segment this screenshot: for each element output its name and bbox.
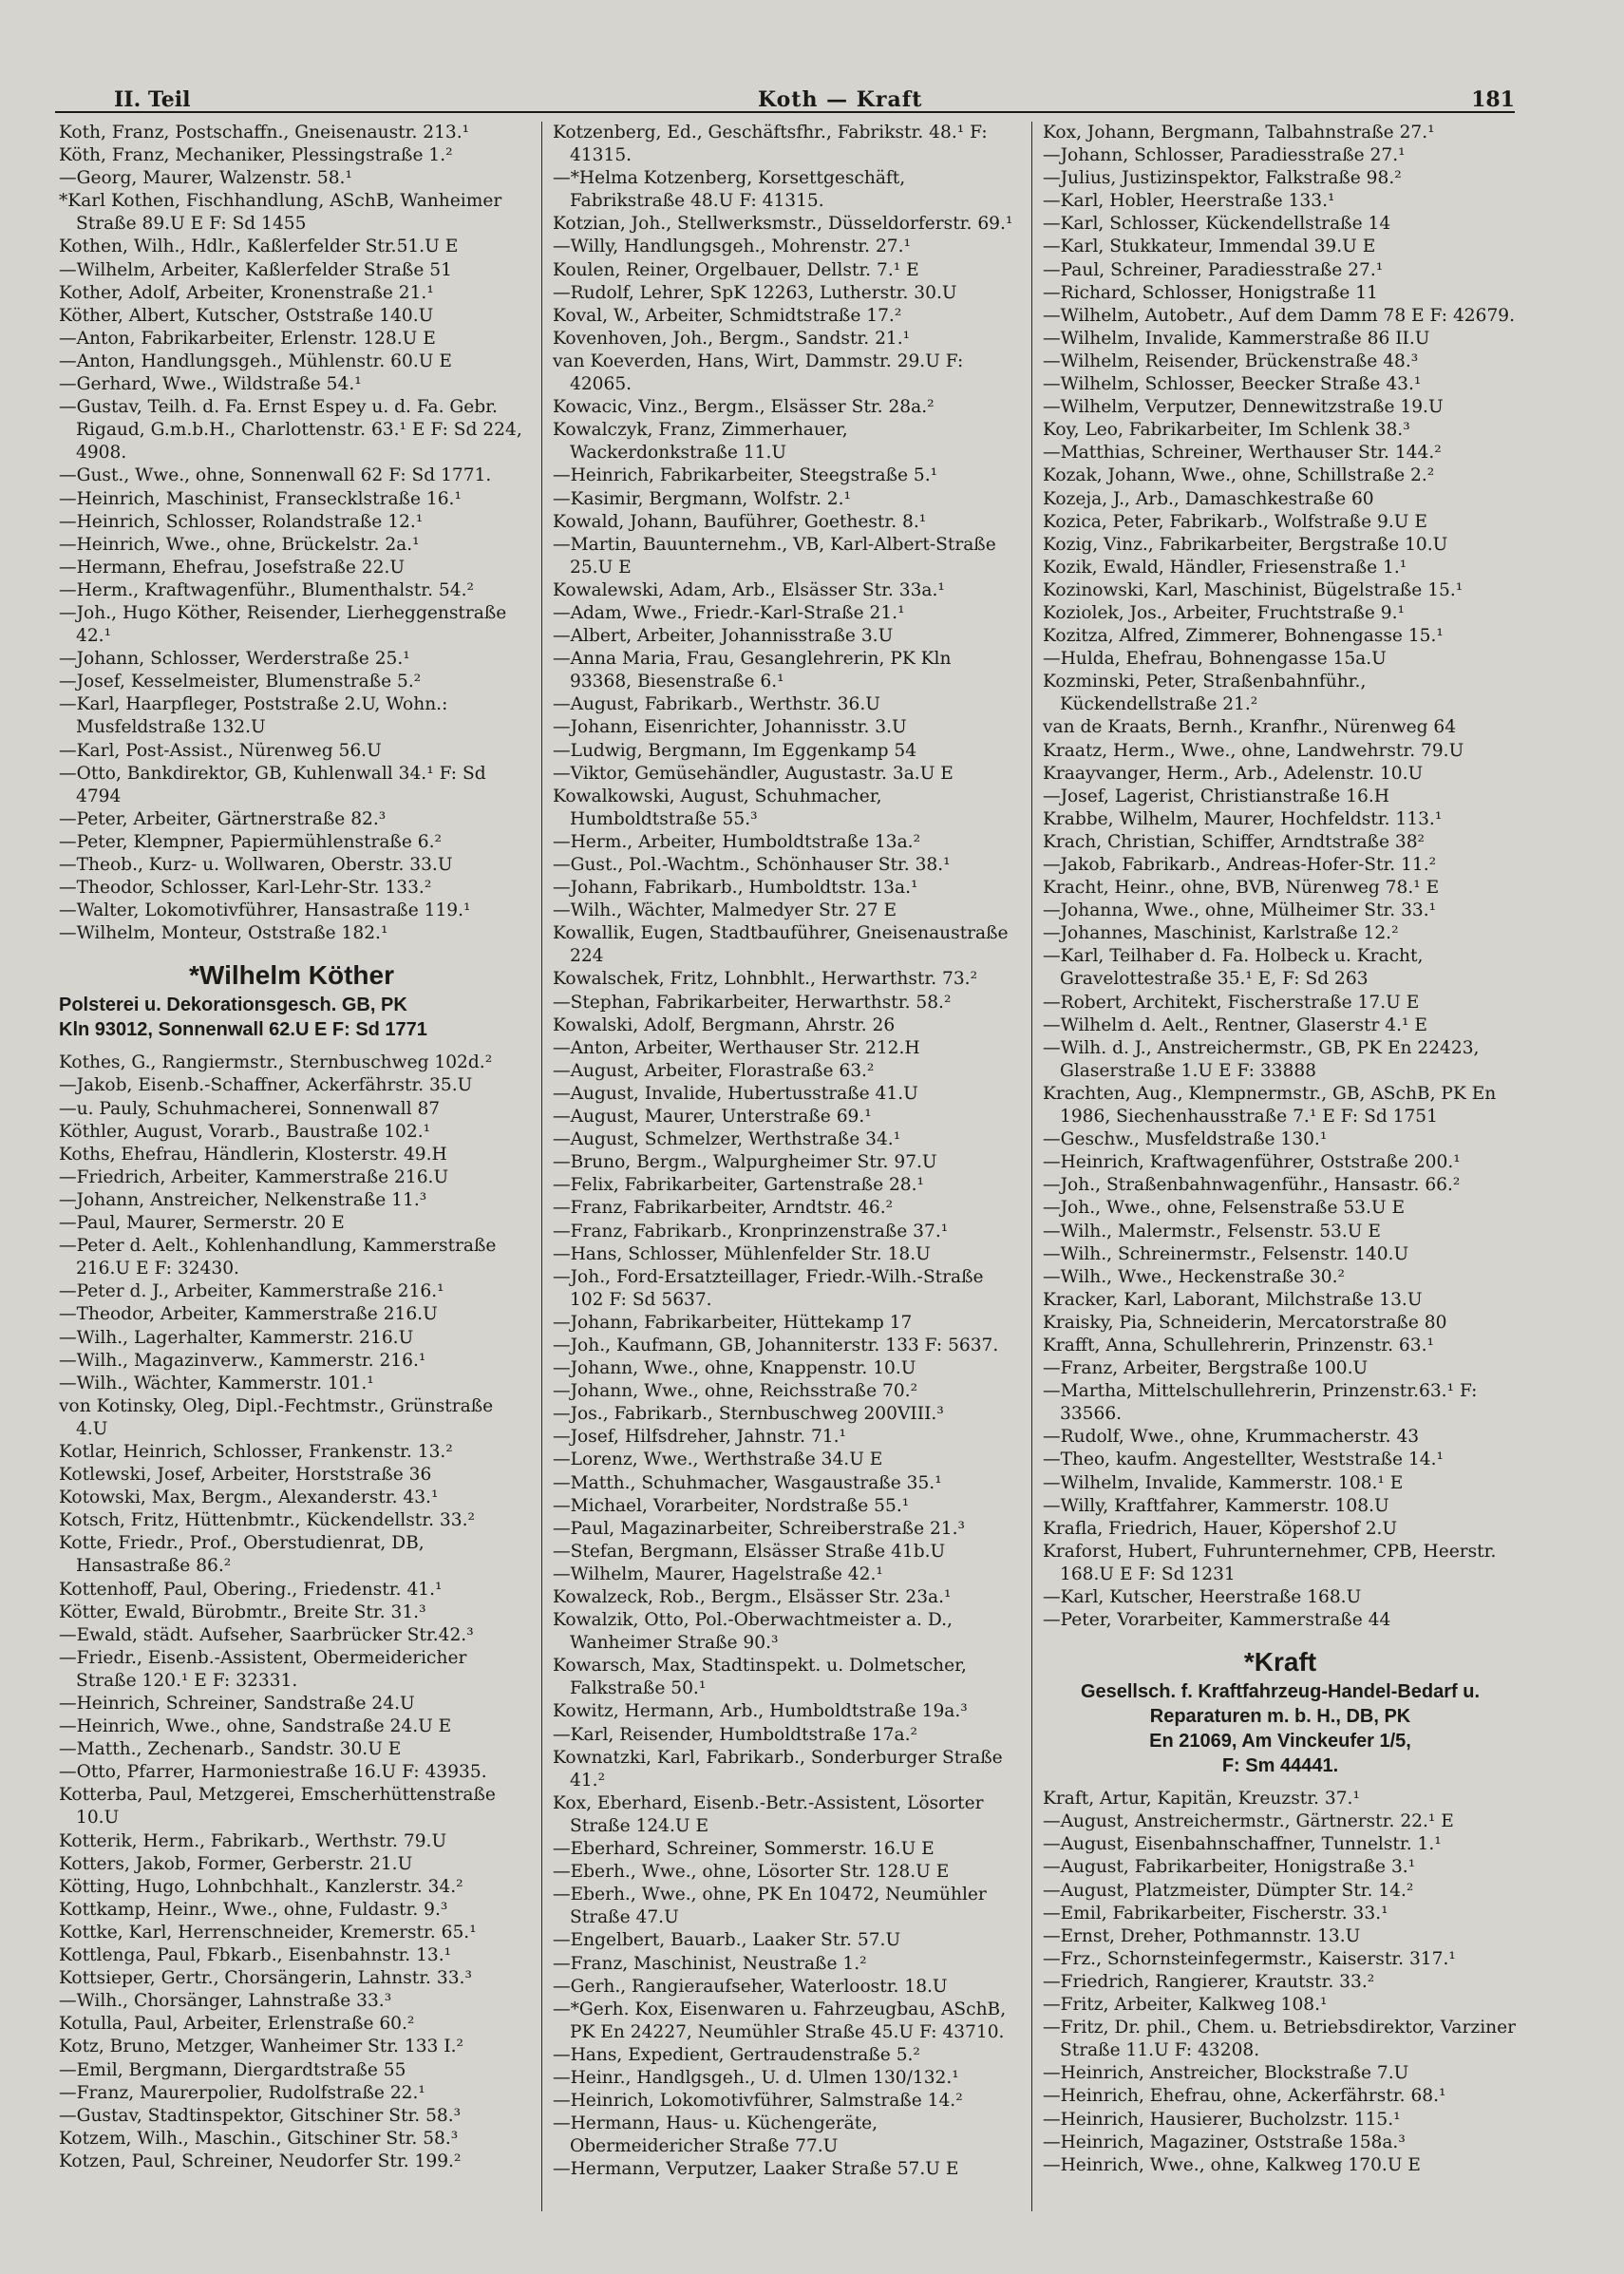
directory-entry: —Lorenz, Wwe., Werthstraße 34.U E: [553, 1450, 883, 1470]
directory-entry: —Wilh., Magazinverw., Kammerstr. 216.¹: [59, 1350, 426, 1371]
directory-entry: —Anna Maria, Frau, Gesanglehrerin, PK Kln 93368, Biesenstraße 6.¹: [553, 649, 952, 692]
directory-entry: Kraayvanger, Herm., Arb., Adelenstr. 10.U: [1043, 763, 1424, 784]
directory-entry: —Kasimir, Bergmann, Wolfstr. 2.¹: [553, 488, 851, 509]
directory-entry: Kracker, Karl, Laborant, Milchstraße 13.U: [1043, 1289, 1423, 1310]
directory-entry: —Richard, Schlosser, Honigstraße 11: [1043, 282, 1378, 303]
directory-entry: —Wilh., Lagerhalter, Kammerstr. 216.U: [59, 1327, 414, 1348]
directory-entry: —Rudolf, Lehrer, SpK 12263, Lutherstr. 30.U: [553, 282, 957, 303]
header-rule: [55, 111, 1515, 113]
ad-line: En 21069, Am Vinckeufer 1/5,: [1149, 1731, 1411, 1753]
directory-entry: —Wilh., Schreinermstr., Felsenstr. 140.U: [1043, 1243, 1409, 1264]
directory-entry: —Martin, Bauunternehm., VB, Karl-Albert-Straße 25.U E: [553, 534, 996, 578]
directory-entry: —u. Pauly, Schuhmacherei, Sonnenwall 87: [59, 1098, 441, 1119]
directory-entry: —Geschw., Musfeldstraße 130.¹: [1043, 1129, 1328, 1150]
directory-entry: Köthler, August, Vorarb., Baustraße 102.¹: [59, 1121, 431, 1142]
directory-entry: Koy, Leo, Fabrikarbeiter, Im Schlenk 38.³: [1043, 420, 1410, 441]
directory-entry: Kowalschek, Fritz, Lohnbhlt., Herwarthstr. 73.²: [553, 969, 978, 990]
directory-entry: —Frz., Schornsteinfegermstr., Kaiserstr. 317.¹: [1043, 1948, 1456, 1969]
directory-entry: —Heinrich, Ehefrau, ohne, Ackerfährstr. 68.¹: [1043, 2086, 1446, 2107]
directory-entry: —Wilhelm, Verputzer, Dennewitzstraße 19.U: [1043, 397, 1444, 418]
directory-entry: —Heinrich, Schreiner, Sandstraße 24.U: [59, 1694, 415, 1714]
directory-entry: Kowarsch, Max, Stadtinspekt. u. Dolmetscher, Falkstraße 50.¹: [553, 1656, 967, 1699]
column-2: [553, 122, 1018, 2181]
directory-entry: —August, Anstreichermstr., Gärtnerstr. 22.¹ E: [1043, 1811, 1454, 1832]
directory-entry: Kozinowski, Karl, Maschinist, Bügelstraße 15.¹: [1043, 579, 1463, 600]
directory-entry: Kotte, Friedr., Prof., Oberstudienrat, DB, Hansastraße 86.²: [59, 1533, 425, 1577]
directory-entry: —Karl, Teilhaber d. Fa. Holbeck u. Kracht, Gravelottestraße 35.¹ E, F: Sd 263: [1043, 946, 1424, 990]
directory-entry: —Franz, Maschinist, Neustraße 1.²: [553, 1953, 867, 1974]
directory-entry: —Wilhelm, Autobetr., Auf dem Damm 78 E F: 42679.: [1043, 305, 1516, 326]
directory-entry: Kotzen, Paul, Schreiner, Neudorfer Str. 199.²: [59, 2151, 462, 2171]
directory-entry: —Herm., Kraftwagenführ., Blumenthalstr. 54.²: [59, 579, 474, 600]
directory-entry: —Felix, Fabrikarbeiter, Gartenstraße 28.¹: [553, 1175, 925, 1196]
directory-entry: Kraatz, Herm., Wwe., ohne, Landwehrstr. 79.U: [1043, 740, 1464, 761]
directory-entry: —August, Fabrikarb., Werthstr. 36.U: [553, 694, 880, 715]
directory-entry: —Heinrich, Maschinist, Fransecklstraße 16.¹: [59, 488, 462, 509]
ad-line: Kln 93012, Sonnenwall 62.U E F: Sd 1771: [59, 1019, 427, 1041]
directory-entry: Krachten, Aug., Klempnermstr., GB, ASchB, PK En 1986, Siechenhausstraße 7.¹ E F: Sd 1751: [1043, 1083, 1497, 1128]
directory-entry: Kothes, G., Rangiermstr., Sternbuschweg 102d.²: [59, 1052, 493, 1073]
directory-entry: —Hans, Expedient, Gertraudenstraße 5.²: [553, 2044, 920, 2065]
directory-entry: —Otto, Pfarrer, Harmoniestraße 16.U F: 43935.: [59, 1762, 487, 1783]
directory-entry: —Ewald, städt. Aufseher, Saarbrücker Str.42.³: [59, 1624, 474, 1645]
directory-entry: Kraisky, Pia, Schneiderin, Mercatorstraße 80: [1043, 1312, 1447, 1333]
directory-entry: —Friedrich, Rangierer, Krautstr. 33.²: [1043, 1971, 1375, 1992]
directory-entry: —Eberhard, Schreiner, Sommerstr. 16.U E: [553, 1839, 935, 1860]
directory-entry: Kottke, Karl, Herrenschneider, Kremerstr. 65.¹: [59, 1922, 477, 1942]
directory-entry: —Fritz, Dr. phil., Chem. u. Betriebsdirektor, Varziner Straße 11.U F: 43208.: [1043, 2018, 1517, 2061]
directory-entry: —Eberh., Wwe., ohne, PK En 10472, Neumühler Straße 47.U: [553, 1885, 987, 1928]
directory-entry: —Joh., Hugo Köther, Reisender, Lierheggenstraße 42.¹: [59, 602, 507, 647]
directory-entry: —Heinr., Handlgsgeh., U. d. Ulmen 130/132.¹: [553, 2067, 959, 2088]
directory-entry: —August, Fabrikarbeiter, Honigstraße 3.¹: [1043, 1857, 1416, 1878]
directory-entry: —Jakob, Fabrikarb., Andreas-Hofer-Str. 11.²: [1043, 855, 1437, 875]
directory-entry: Kotzem, Wilh., Maschin., Gitschiner Str. 58.³: [59, 2128, 459, 2149]
directory-entry: —Karl, Post-Assist., Nürenweg 56.U: [59, 740, 382, 761]
directory-entry: Kowacic, Vinz., Bergm., Elsässer Str. 28a.²: [553, 397, 935, 418]
entry-list: [1043, 1788, 1518, 2177]
directory-entry: —Wilhelm, Reisender, Brückenstraße 48.³: [1043, 351, 1419, 371]
directory-entry: —Gerh., Rangieraufseher, Waterloostr. 18.U: [553, 1976, 948, 1997]
directory-entry: —Walter, Lokomotivführer, Hansastraße 119.¹: [59, 900, 471, 921]
directory-entry: —Gust., Pol.-Wachtm., Schönhauser Str. 38.¹: [553, 855, 951, 875]
directory-entry: —Heinrich, Lokomotivführer, Salmstraße 14.²: [553, 2091, 963, 2112]
directory-entry: —Gustav, Teilh. d. Fa. Ernst Espey u. d. Fa. Gebr. Rigaud, G.m.b.H., Charlottenstr. 63.¹ E F: Sd 224, 4908.: [59, 397, 522, 464]
directory-entry: Kother, Adolf, Arbeiter, Kronenstraße 21.¹: [59, 282, 434, 303]
directory-entry: Kotlar, Heinrich, Schlosser, Frankenstr. 13.²: [59, 1441, 453, 1462]
directory-entry: Kowalzik, Otto, Pol.-Oberwachtmeister a. D., Wanheimer Straße 90.³: [553, 1610, 953, 1654]
directory-entry: —Hans, Schlosser, Mühlenfelder Str. 18.U: [553, 1243, 931, 1264]
directory-entry: —Wilhelm, Schlosser, Beecker Straße 43.¹: [1043, 374, 1422, 395]
directory-entry: Kozik, Ewald, Händler, Friesenstraße 1.¹: [1043, 557, 1407, 578]
directory-entry: Kovenhoven, Joh., Bergm., Sandstr. 21.¹: [553, 328, 911, 349]
directory-entry: Kötter, Ewald, Bürobmtr., Breite Str. 31.³: [59, 1601, 426, 1622]
directory-entry: Koulen, Reiner, Orgelbauer, Dellstr. 7.¹ E: [553, 259, 919, 280]
directory-entry: —Adam, Wwe., Friedr.-Karl-Straße 21.¹: [553, 602, 905, 623]
directory-entry: —Theo, kaufm. Angestellter, Weststraße 14.¹: [1043, 1450, 1444, 1470]
directory-entry: —Johann, Fabrikarbeiter, Hüttekamp 17: [553, 1312, 913, 1333]
directory-entry: —Franz, Fabrikarb., Kronprinzenstraße 37.¹: [553, 1221, 949, 1241]
directory-entry: —Johann, Wwe., ohne, Reichsstraße 70.²: [553, 1381, 918, 1402]
directory-entry: Koths, Ehefrau, Händlerin, Klosterstr. 49.H: [59, 1144, 447, 1165]
directory-entry: —August, Eisenbahnschaffner, Tunnelstr. 1.¹: [1043, 1834, 1442, 1855]
directory-entry: —Emil, Fabrikarbeiter, Fischerstr. 33.¹: [1043, 1903, 1388, 1923]
directory-entry: Kowalski, Adolf, Bergmann, Ahrstr. 26: [553, 1014, 896, 1035]
directory-entry: Kottkamp, Heinr., Wwe., ohne, Fuldastr. 9.³: [59, 1899, 448, 1920]
directory-entry: —Martha, Mittelschullehrerin, Prinzenstr.63.¹ F: 33566.: [1043, 1381, 1478, 1425]
directory-entry: Kotulla, Paul, Arbeiter, Erlenstraße 60.²: [59, 2014, 415, 2035]
directory-entry: —Viktor, Gemüsehändler, Augustastr. 3a.U E: [553, 763, 954, 784]
directory-entry: —Anton, Handlungsgeh., Mühlenstr. 60.U E: [59, 351, 452, 371]
directory-entry: —Stephan, Fabrikarbeiter, Herwarthstr. 58.²: [553, 992, 952, 1013]
directory-entry: —Gustav, Stadtinspektor, Gitschiner Str. 58.³: [59, 2105, 462, 2126]
directory-entry: —Jakob, Eisenb.-Schaffner, Ackerfährstr. 35.U: [59, 1075, 473, 1096]
advertisement-koether: [59, 958, 524, 1042]
directory-entry: —Willy, Kraftfahrer, Kammerstr. 108.U: [1043, 1495, 1389, 1516]
directory-entry: —Ernst, Dreher, Pothmannstr. 13.U: [1043, 1925, 1361, 1946]
name-range: Koth — Kraft: [758, 87, 923, 112]
directory-entry: Kowitz, Hermann, Arb., Humboldtstraße 19a.³: [553, 1701, 968, 1722]
directory-entry: Kowalczyk, Franz, Zimmerhauer, Wackerdonkstraße 11.U: [553, 420, 848, 464]
directory-entry: —Joh., Ford-Ersatzteillager, Friedr.-Wilh.-Straße 102 F: Sd 5637.: [553, 1266, 984, 1310]
directory-entry: —Emil, Bergmann, Diergardtstraße 55: [59, 2059, 406, 2080]
directory-entry: Kotz, Bruno, Metzger, Wanheimer Str. 133 I.²: [59, 2037, 463, 2057]
directory-entry: Kowalewski, Adam, Arb., Elsässer Str. 33a.¹: [553, 579, 945, 600]
entry-list: [59, 122, 524, 945]
directory-entry: —Gerhard, Wwe., Wildstraße 54.¹: [59, 374, 362, 395]
directory-entry: —Peter d. Aelt., Kohlenhandlung, Kammerstraße 216.U E F: 32430.: [59, 1236, 497, 1279]
directory-entry: —Wilhelm d. Aelt., Rentner, Glaserstr 4.¹ E: [1043, 1014, 1427, 1035]
directory-entry: Koval, W., Arbeiter, Schmidtstraße 17.²: [553, 305, 902, 326]
directory-entry: —Engelbert, Bauarb., Laaker Str. 57.U: [553, 1930, 901, 1951]
directory-entry: —Willy, Handlungsgeh., Mohrenstr. 27.¹: [553, 237, 911, 257]
directory-entry: Köther, Albert, Kutscher, Oststraße 140.U: [59, 305, 434, 326]
directory-entry: —Wilhelm, Maurer, Hagelstraße 42.¹: [553, 1563, 883, 1584]
directory-entry: Kottlenga, Paul, Fbkarb., Eisenbahnstr. 13.¹: [59, 1945, 452, 1966]
directory-entry: —Joh., Straßenbahnwagenführ., Hansastr. 66.²: [1043, 1175, 1461, 1196]
directory-entry: Kottenhoff, Paul, Obering., Friedenstr. 41.¹: [59, 1579, 443, 1600]
directory-entry: Kracht, Heinr., ohne, BVB, Nürenweg 78.¹ E: [1043, 878, 1440, 899]
directory-entry: Kötting, Hugo, Lohnbchhalt., Kanzlerstr. 34.²: [59, 1876, 463, 1897]
directory-entry: —Johann, Schlosser, Werderstraße 25.¹: [59, 649, 410, 670]
directory-entry: Kotzian, Joh., Stellwerksmstr., Düsseldorferstr. 69.¹: [553, 214, 1013, 235]
directory-entry: Kowalkowski, August, Schuhmacher, Humboldtstraße 55.³: [553, 786, 882, 829]
directory-entry: —Franz, Arbeiter, Bergstraße 100.U: [1043, 1358, 1369, 1379]
entry-list: [1043, 122, 1518, 1632]
directory-entry: Kox, Eberhard, Eisenb.-Betr.-Assistent, Lösorter Straße 124.U E: [553, 1792, 984, 1836]
directory-entry: —Hermann, Haus- u. Küchengeräte, Obermeidericher Straße 77.U: [553, 2113, 878, 2157]
directory-entry: —Karl, Kutscher, Heerstraße 168.U: [1043, 1587, 1362, 1607]
directory-entry: Kozitza, Alfred, Zimmerer, Bohnengasse 15.¹: [1043, 626, 1444, 647]
directory-entry: —Hulda, Ehefrau, Bohnengasse 15a.U: [1043, 649, 1387, 670]
directory-entry: —Stefan, Bergmann, Elsässer Straße 41b.U: [553, 1541, 946, 1562]
directory-entry: —Heinrich, Schlosser, Rolandstraße 12.¹: [59, 511, 424, 532]
directory-entry: —Franz, Maurerpolier, Rudolfstraße 22.¹: [59, 2082, 425, 2103]
directory-entry: Kozeja, J., Arb., Damaschkestraße 60: [1043, 488, 1374, 509]
directory-entry: —Wilhelm, Invalide, Kammerstraße 86 II.U: [1043, 328, 1430, 349]
directory-entry: —Wilh., Wächter, Malmedyer Str. 27 E: [553, 900, 897, 921]
directory-entry: —Paul, Maurer, Sermerstr. 20 E: [59, 1213, 345, 1234]
directory-entry: —Theodor, Schlosser, Karl-Lehr-Str. 133.²: [59, 878, 432, 899]
directory-entry: Koth, Franz, Postschaffn., Gneisenaustr. 213.¹: [59, 123, 470, 142]
directory-entry: —Josef, Hilfsdreher, Jahnstr. 71.¹: [553, 1427, 846, 1448]
directory-entry: —Wilh., Wächter, Kammerstr. 101.¹: [59, 1373, 374, 1393]
directory-entry: Köth, Franz, Mechaniker, Plessingstraße 1.²: [59, 145, 453, 166]
directory-entry: Kotlewski, Josef, Arbeiter, Horststraße 36: [59, 1465, 432, 1486]
entry-list: [59, 1052, 524, 2173]
directory-entry: Kozig, Vinz., Fabrikarbeiter, Bergstraße 10.U: [1043, 534, 1448, 555]
directory-entry: —Julius, Justizinspektor, Falkstraße 98.²: [1043, 168, 1402, 189]
directory-entry: —Karl, Schlosser, Kückendellstraße 14: [1043, 214, 1391, 235]
directory-entry: —Albert, Arbeiter, Johannisstraße 3.U: [553, 626, 894, 647]
directory-entry: —Anton, Arbeiter, Werthauser Str. 212.H: [553, 1037, 920, 1058]
column-1: [59, 122, 524, 2173]
directory-entry: —Paul, Schreiner, Paradiesstraße 27.¹: [1043, 259, 1384, 280]
directory-entry: —Friedr., Eisenb.-Assistent, Obermeidericher Straße 120.¹ E F: 32331.: [59, 1647, 467, 1691]
directory-entry: —Johanna, Wwe., ohne, Mülheimer Str. 33.¹: [1043, 900, 1437, 921]
column-3: [1043, 122, 1518, 2177]
directory-entry: Kownatzki, Karl, Fabrikarb., Sonderburger Straße 41.²: [553, 1747, 1003, 1791]
directory-entry: —Paul, Magazinarbeiter, Schreiberstraße 21.³: [553, 1518, 966, 1539]
directory-entry: Kozak, Johann, Wwe., ohne, Schillstraße 2.²: [1043, 465, 1435, 486]
directory-entry: —Jos., Fabrikarb., Sternbuschweg 200VIII.³: [553, 1404, 944, 1425]
directory-entry: —Karl, Hobler, Heerstraße 133.¹: [1043, 191, 1335, 212]
directory-entry: —Heinrich, Wwe., ohne, Brückelstr. 2a.¹: [59, 534, 420, 555]
directory-entry: —Wilh., Wwe., Heckenstraße 30.²: [1043, 1266, 1345, 1287]
directory-entry: Kraforst, Hubert, Fuhrunternehmer, CPB, Heerstr. 168.U E F: Sd 1231: [1043, 1541, 1497, 1584]
directory-entry: Kowald, Johann, Bauführer, Goethestr. 8.¹: [553, 511, 927, 532]
directory-entry: Krabbe, Wilhelm, Maurer, Hochfeldstr. 113.¹: [1043, 808, 1443, 829]
directory-entry: —Karl, Haarpfleger, Poststraße 2.U, Wohn.: Musfeldstraße 132.U: [59, 694, 448, 738]
directory-entry: —August, Maurer, Unterstraße 69.¹: [553, 1107, 872, 1128]
directory-entry: —Joh., Wwe., ohne, Felsenstraße 53.U E: [1043, 1198, 1406, 1219]
directory-entry: —Ludwig, Bergmann, Im Eggenkamp 54: [553, 740, 917, 761]
directory-entry: —Friedrich, Arbeiter, Kammerstraße 216.U: [59, 1166, 449, 1187]
column-divider: [541, 122, 542, 2211]
directory-entry: —Matth., Schuhmacher, Wasgaustraße 35.¹: [553, 1472, 942, 1493]
directory-entry: Kowalzeck, Rob., Bergm., Elsässer Str. 23a.¹: [553, 1587, 952, 1607]
directory-entry: Kraft, Artur, Kapitän, Kreuzstr. 37.¹: [1043, 1789, 1360, 1810]
directory-entry: van de Kraats, Bernh., Kranfhr., Nürenweg 64: [1043, 717, 1457, 738]
directory-entry: —August, Platzmeister, Dümpter Str. 14.²: [1043, 1880, 1414, 1901]
directory-entry: —August, Schmelzer, Werthstraße 34.¹: [553, 1129, 901, 1150]
directory-entry: —Peter, Arbeiter, Gärtnerstraße 82.³: [59, 808, 387, 829]
directory-entry: Koziolek, Jos., Arbeiter, Fruchtstraße 9.¹: [1043, 602, 1405, 623]
directory-entry: —August, Arbeiter, Florastraße 63.²: [553, 1060, 875, 1081]
directory-entry: —*Helma Kotzenberg, Korsettgeschäft, Fabrikstraße 48.U F: 41315.: [553, 168, 906, 212]
directory-entry: —Peter d. J., Arbeiter, Kammerstraße 216.¹: [59, 1281, 444, 1302]
directory-entry: —Johannes, Maschinist, Karlstraße 12.²: [1043, 923, 1399, 944]
directory-entry: —Josef, Kesselmeister, Blumenstraße 5.²: [59, 672, 422, 692]
section-label: II. Teil: [114, 87, 191, 112]
directory-entry: —Johann, Schlosser, Paradiesstraße 27.¹: [1043, 145, 1406, 166]
directory-entry: —Theodor, Arbeiter, Kammerstraße 216.U: [59, 1304, 438, 1325]
directory-entry: Kotterik, Herm., Fabrikarb., Werthstr. 79.U: [59, 1830, 447, 1851]
directory-entry: —Wilh. d. J., Anstreichermstr., GB, PK En 22423, Glaserstraße 1.U E F: 33888: [1043, 1037, 1480, 1081]
directory-entry: —Peter, Vorarbeiter, Kammerstraße 44: [1043, 1610, 1391, 1631]
directory-entry: —Heinrich, Magaziner, Oststraße 158a.³: [1043, 2132, 1406, 2152]
ad-line: F: Sm 44441.: [1221, 1755, 1339, 1777]
page-header: [55, 82, 1515, 120]
directory-entry: Kowallik, Eugen, Stadtbauführer, Gneisenaustraße 224: [553, 923, 1009, 967]
directory-entry: Kotzenberg, Ed., Geschäftsfhr., Fabrikstr. 48.¹ F: 41315.: [553, 123, 988, 166]
directory-entry: —Johann, Wwe., ohne, Knappenstr. 10.U: [553, 1358, 916, 1379]
directory-entry: —Karl, Stukkateur, Immendal 39.U E: [1043, 237, 1376, 257]
entry-list: [553, 122, 1018, 2181]
directory-entry: Kozica, Peter, Fabrikarb., Wolfstraße 9.U E: [1043, 511, 1427, 532]
directory-entry: Krafft, Anna, Schullehrerin, Prinzenstr. 63.¹: [1043, 1335, 1434, 1355]
ad-title: *Kraft: [1243, 1647, 1317, 1677]
directory-entry: —Heinrich, Kraftwagenführer, Oststraße 200.¹: [1043, 1152, 1461, 1173]
directory-entry: —Fritz, Arbeiter, Kalkweg 108.¹: [1043, 1995, 1328, 2016]
directory-entry: —Heinrich, Wwe., ohne, Sandstraße 24.U E: [59, 1716, 452, 1737]
directory-entry: Kotsch, Fritz, Hüttenbmtr., Kückendellstr. 33.²: [59, 1510, 475, 1531]
directory-entry: —Heinrich, Fabrikarbeiter, Steegstraße 5.¹: [553, 465, 938, 486]
directory-entry: —Rudolf, Wwe., ohne, Krummacherstr. 43: [1043, 1427, 1420, 1448]
directory-entry: Kozminski, Peter, Straßenbahnführ., Kückendellstraße 21.²: [1043, 672, 1367, 715]
directory-entry: —Otto, Bankdirektor, GB, Kuhlenwall 34.¹ F: Sd 4794: [59, 763, 486, 806]
directory-entry: —Heinrich, Hausierer, Bucholzstr. 115.¹: [1043, 2109, 1401, 2130]
directory-entry: —Heinrich, Wwe., ohne, Kalkweg 170.U E: [1043, 2154, 1421, 2175]
directory-entry: —Hermann, Verputzer, Laaker Straße 57.U E: [553, 2159, 959, 2180]
directory-entry: Kotterba, Paul, Metzgerei, Emscherhüttenstraße 10.U: [59, 1785, 496, 1829]
directory-entry: Kox, Johann, Bergmann, Talbahnstraße 27.¹: [1043, 123, 1435, 142]
directory-entry: —Matth., Zechenarb., Sandstr. 30.U E: [59, 1739, 402, 1760]
directory-entry: —Herm., Arbeiter, Humboldtstraße 13a.²: [553, 831, 921, 852]
directory-entry: Kothen, Wilh., Hdlr., Kaßlerfelder Str.51.U E: [59, 237, 459, 257]
directory-entry: —Eberh., Wwe., ohne, Lösorter Str. 128.U E: [553, 1862, 950, 1883]
ad-line: Gesellsch. f. Kraftfahrzeug-Handel-Bedarf u. Reparaturen m. b. H., DB, PK: [1080, 1681, 1481, 1728]
directory-entry: Kotowski, Max, Bergm., Alexanderstr. 43.¹: [59, 1488, 439, 1508]
directory-entry: —Karl, Reisender, Humboldtstraße 17a.²: [553, 1724, 917, 1745]
directory-entry: —Johann, Eisenrichter, Johannisstr. 3.U: [553, 717, 907, 738]
advertisement-kraft: [1043, 1645, 1518, 1778]
directory-entry: —Josef, Lagerist, Christianstraße 16.H: [1043, 786, 1390, 806]
directory-entry: Kottsieper, Gertr., Chorsängerin, Lahnstr. 33.³: [59, 1968, 472, 1989]
directory-entry: —Wilh., Chorsänger, Lahnstraße 33.³: [59, 1991, 392, 2012]
directory-entry: —Anton, Fabrikarbeiter, Erlenstr. 128.U E: [59, 328, 436, 349]
directory-entry: —Peter, Klempner, Papiermühlenstraße 6.²: [59, 831, 442, 852]
directory-entry: —Franz, Fabrikarbeiter, Arndtstr. 46.²: [553, 1198, 894, 1219]
page-number: 181: [1471, 87, 1515, 112]
directory-entry: —Georg, Maurer, Walzenstr. 58.¹: [59, 168, 352, 189]
directory-entry: —Wilh., Malermstr., Felsenstr. 53.U E: [1043, 1221, 1381, 1241]
directory-entry: von Kotinsky, Oleg, Dipl.-Fechtmstr., Grünstraße 4.U: [59, 1395, 494, 1439]
ad-title: *Wilhelm Köther: [189, 960, 394, 991]
directory-entry: —Hermann, Ehefrau, Josefstraße 22.U: [59, 557, 406, 578]
directory-entry: —Gust., Wwe., ohne, Sonnenwall 62 F: Sd 1771.: [59, 465, 492, 486]
directory-entry: van Koeverden, Hans, Wirt, Dammstr. 29.U F: 42065.: [553, 351, 964, 395]
directory-entry: —*Gerh. Kox, Eisenwaren u. Fahrzeugbau, ASchB, PK En 24227, Neumühler Straße 45.U F: 43710.: [553, 1999, 1007, 2042]
directory-entry: —Matthias, Schreiner, Werthauser Str. 144.²: [1043, 443, 1442, 464]
directory-entry: —Johann, Anstreicher, Nelkenstraße 11.³: [59, 1189, 427, 1210]
directory-entry: Krafla, Friedrich, Hauer, Köpershof 2.U: [1043, 1518, 1398, 1539]
directory-entry: —Michael, Vorarbeiter, Nordstraße 55.¹: [553, 1495, 910, 1516]
directory-entry: —Joh., Kaufmann, GB, Johanniterstr. 133 F: 5637.: [553, 1335, 999, 1355]
directory-entry: —August, Invalide, Hubertusstraße 41.U: [553, 1083, 918, 1104]
directory-entry: Krach, Christian, Schiffer, Arndtstraße 38²: [1043, 831, 1426, 852]
directory-entry: —Robert, Architekt, Fischerstraße 17.U E: [1043, 992, 1420, 1013]
directory-entry: —Bruno, Bergm., Walpurgheimer Str. 97.U: [553, 1152, 937, 1173]
ad-line: Polsterei u. Dekorationsgesch. GB, PK: [59, 995, 407, 1016]
directory-entry: —Theob., Kurz- u. Wollwaren, Oberstr. 33.U: [59, 855, 453, 875]
directory-entry: *Karl Kothen, Fischhandlung, ASchB, Wanheimer Straße 89.U E F: Sd 1455: [59, 191, 502, 235]
directory-entry: —Wilhelm, Arbeiter, Kaßlerfelder Straße 51: [59, 259, 452, 280]
directory-entry: —Heinrich, Anstreicher, Blockstraße 7.U: [1043, 2063, 1409, 2084]
directory-entry: —Wilhelm, Invalide, Kammerstr. 108.¹ E: [1043, 1472, 1404, 1493]
directory-entry: Kotters, Jakob, Former, Gerberstr. 21.U: [59, 1853, 413, 1874]
directory-entry: —Johann, Fabrikarb., Humboldtstr. 13a.¹: [553, 878, 918, 899]
directory-entry: —Wilhelm, Monteur, Oststraße 182.¹: [59, 923, 388, 944]
column-divider: [1031, 122, 1032, 2211]
